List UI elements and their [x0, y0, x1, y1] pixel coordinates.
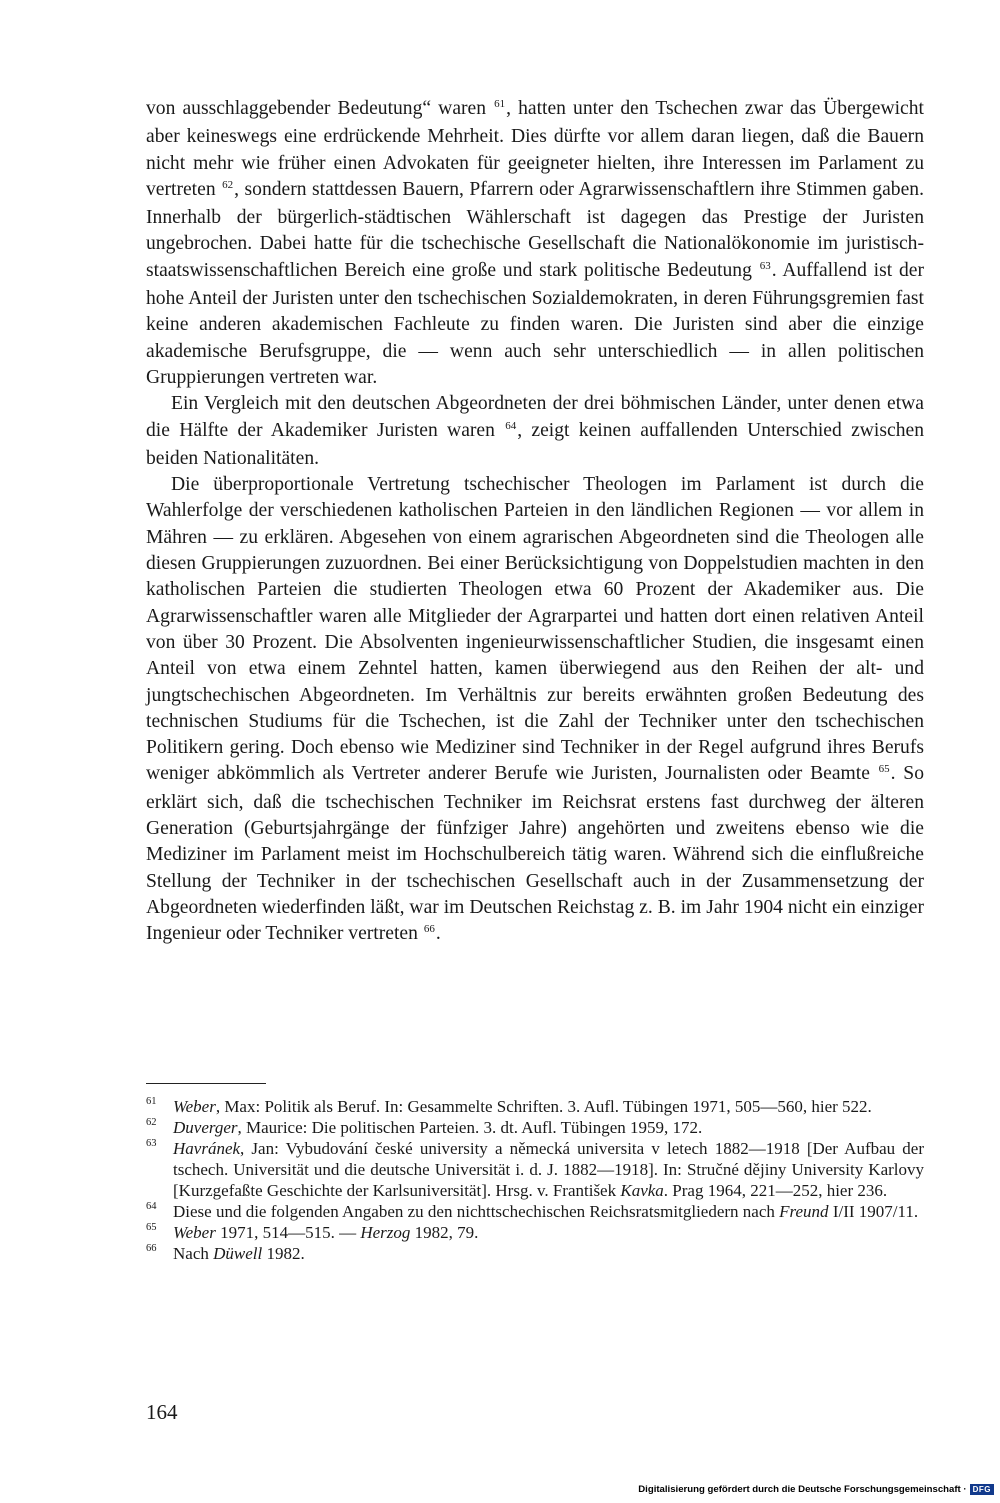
paragraph-1: [146, 96, 924, 391]
digitization-credit: [638, 1484, 994, 1495]
text-run: .: [435, 923, 441, 945]
footnote-text: Diese und die folgenden Angaben zu den nichttschechischen Reichsratsmitgliedern nach: [173, 1202, 780, 1221]
footnote-ref-64[interactable]: 64: [505, 419, 517, 432]
text-run: Ein Vergleich mit den deutschen Abgeordneten der drei böhmischen Länder, unter denen etwa die Hälfte der Akademiker Juristen waren: [146, 393, 924, 441]
footnote-number: 61: [146, 1096, 157, 1107]
credit-text: Digitalisierung gefördert durch die Deutsche Forschungsgemeinschaft ·: [638, 1484, 967, 1495]
paragraph-3: [146, 472, 924, 949]
footnote-ref-61[interactable]: 61: [494, 98, 506, 110]
footnote-number: 65: [146, 1222, 157, 1233]
footnote-number: 62: [146, 1117, 157, 1128]
footnote-63: [146, 1138, 924, 1201]
body-text: [146, 96, 924, 950]
footnote-author: Weber: [173, 1223, 216, 1242]
dfg-logo-icon: DFG: [970, 1484, 994, 1495]
footnote-ref-65[interactable]: 65: [878, 763, 890, 776]
text-run: , hatten unter den Tschechen zwar das Übergewicht aber keineswegs eine erdrückende Mehrheit. Dies dürfte vor allem daran liegen, daß die Bauern nicht mehr wie früher einen Advokaten für geeigneter hielten, ihre Interessen im Parlament zu vertreten: [146, 98, 924, 200]
footnote-65: [146, 1222, 924, 1243]
footnote-ref-66[interactable]: 66: [423, 923, 435, 936]
footnote-author: Freund: [779, 1202, 829, 1221]
text-run: von ausschlaggebender Bedeutung“ waren: [146, 98, 494, 119]
footnote-66: [146, 1243, 924, 1264]
text-run: Die überproportionale Vertretung tschechischer Theologen im Parlament ist durch die Wahlerfolge der verschiedenen katholischen Parteien in den ländlichen Regionen — vor allem in Mähren — zu erklären. Abgesehen von einem agrarischen Abgeordneten sind die Theologen alle diesen Gruppierungen zuzuordnen. Bei einer Berücksichtigung von Doppelstudien machten in den katholischen Parteien die studierten Theologen etwa 60 Prozent der Akademiker aus. Die Agrarwissenschaftler waren alle Mitglieder der Agrarpartei und hatten dort einen relativen Anteil von über 30 Prozent. Die Absolventen ingenieurwissenschaftlicher Studien, die insgesamt einen Anteil von etwa einem Zehntel hatten, kamen überwiegend aus den Reihen der alt- und jungtschechischen Abgeordneten. Im Verhältnis zur bereits erwähnten großen Bedeutung des technischen Studiums für die Tschechen, ist die Zahl der Techniker unter den tschechischen Politikern gering. Doch ebenso wie Mediziner sind Techniker in der Regel aufgrund ihres Berufs weniger abkömmlich als Vertreter anderer Berufe wie Juristen, Journalisten oder Beamte: [146, 474, 924, 785]
footnote-divider: [146, 1083, 266, 1084]
footnotes: [146, 1096, 924, 1264]
footnote-text: , Max: Politik als Beruf. In: Gesammelte Schriften. 3. Aufl. Tübingen 1971, 505—560, hier 522.: [215, 1097, 872, 1116]
footnote-editor: Kavka: [620, 1181, 664, 1200]
text-run: , zeigt keinen auffallenden Unterschied zwischen beiden Nationalitäten.: [146, 419, 924, 469]
footnote-author-2: Herzog: [360, 1223, 411, 1242]
footnote-text: , Jan: Vybudování české university a německá universita v letech 1882—1918 [Der Aufbau der tschech. Universität und die deutsche Universität i. d. J. 1882—1918]. In: Stručné dějiny University Karlovy [Kurzgefaßte Geschichte der Karlsuniversität]. Hrsg. v. František: [173, 1139, 924, 1200]
footnote-text: Nach: [173, 1244, 214, 1263]
footnote-61: [146, 1096, 924, 1117]
text-run: . So erklärt sich, daß die tschechischen Techniker im Reichsrat erstens fast durchweg der älteren Generation (Geburtsjahrgänge der fünfziger Jahre) angehörten und zweitens ebenso wie die Mediziner im Parlament meist im Hochschulbereich tätig waren. Während sich die einflußreiche Stellung der Techniker in der tschechischen Gesellschaft auch in der Zusammensetzung der Abgeordneten wiederfinden läßt, war im Deutschen Reichstag z. B. im Jahr 1904 nicht ein einziger Ingenieur oder Techniker vertreten: [146, 763, 924, 945]
footnote-64: [146, 1201, 924, 1222]
footnote-text: 1971, 514—515. —: [215, 1223, 361, 1242]
paragraph-2: [146, 391, 924, 472]
page-number: 164: [146, 1400, 178, 1424]
footnote-number: 63: [146, 1138, 157, 1149]
footnote-author: Duverger: [173, 1118, 238, 1137]
footnote-author: Düwell: [213, 1244, 263, 1263]
footnote-number: 66: [146, 1243, 157, 1254]
footnote-text-tail: . Prag 1964, 221—252, hier 236.: [663, 1181, 888, 1200]
footnote-number: 64: [146, 1201, 157, 1212]
footnote-text: , Maurice: Die politischen Parteien. 3. dt. Aufl. Tübingen 1959, 172.: [237, 1118, 703, 1137]
text-run: , sondern stattdessen Bauern, Pfarrern oder Agrarwissenschaftlern ihre Stimmen gaben. Innerhalb der bürgerlich-städtischen Wählerschaft ist dagegen das Prestige der Juristen ungebrochen. Dabei hatte für die tschechische Gesellschaft die Nationalökonomie im juristisch-staatswissenschaftlichen Bereich eine große und stark politische Bedeutung: [146, 178, 924, 281]
footnote-62: [146, 1117, 924, 1138]
text-run: . Auffallend ist der hohe Anteil der Juristen unter den tschechischen Sozialdemokraten, in deren Führungsgremien fast keine anderen akademischen Fachleute zu finden waren. Die Juristen sind aber die einzige akademische Berufsgruppe, die — wenn auch sehr unterschiedlich — in allen politischen Gruppierungen vertreten war.: [146, 259, 925, 388]
footnote-ref-63[interactable]: 63: [759, 259, 771, 272]
footnote-ref-62[interactable]: 62: [222, 178, 234, 191]
footnote-text-tail: 1982.: [262, 1244, 305, 1263]
footnote-text-tail: 1982, 79.: [410, 1223, 479, 1242]
footnote-text-tail: I/II 1907/11.: [828, 1202, 919, 1221]
footnote-author: Havránek: [173, 1139, 241, 1158]
footnote-author: Weber: [173, 1097, 216, 1116]
